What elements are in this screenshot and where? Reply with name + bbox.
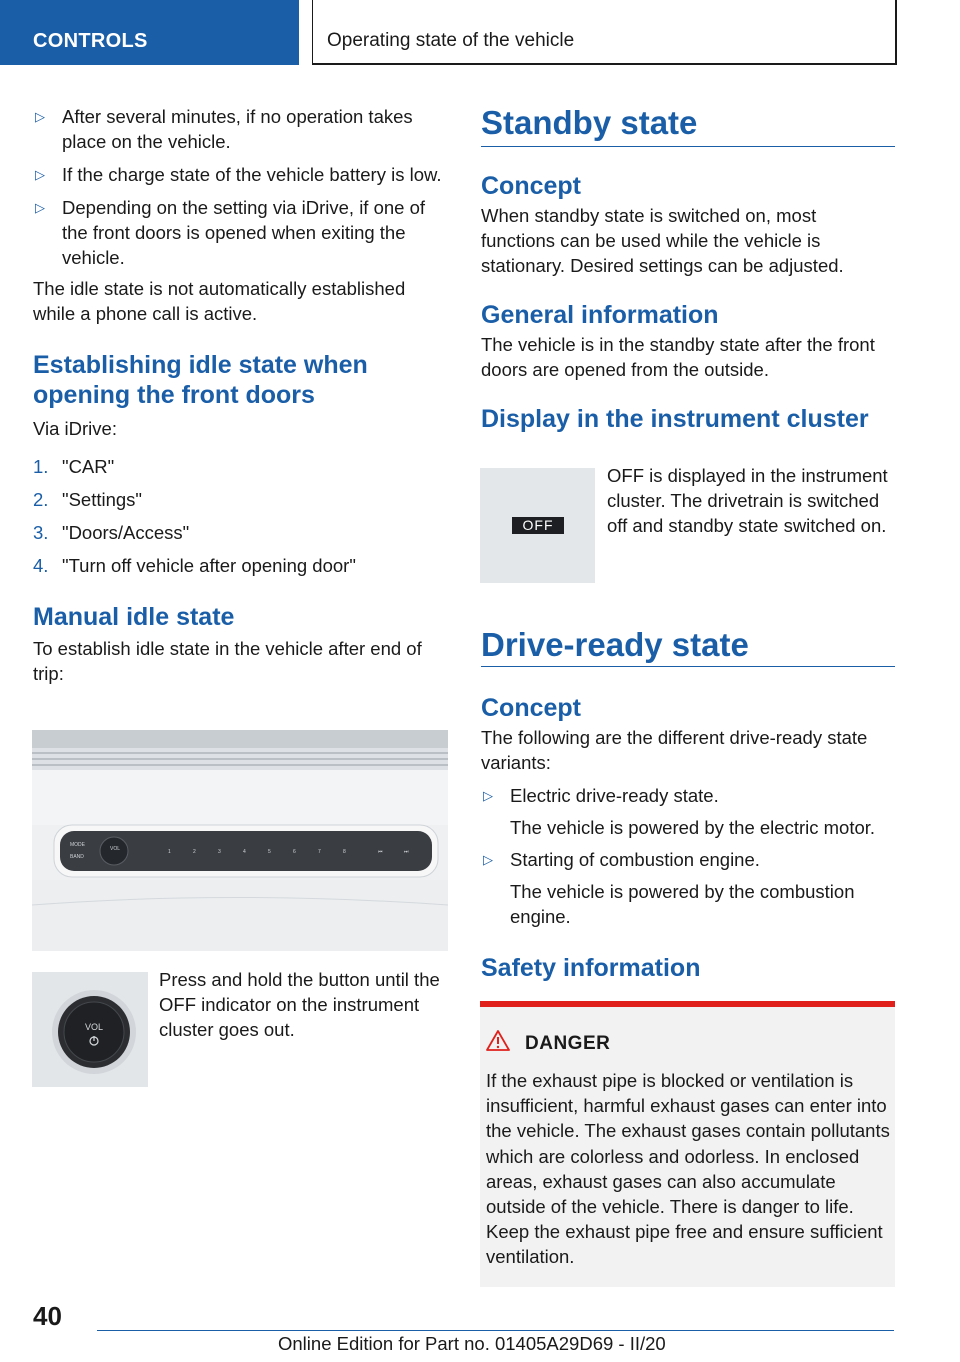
manual-idle-text: To establish idle state in the vehicle after end of trip: [33, 638, 422, 684]
console-illustration [32, 730, 448, 951]
preset-label: 2 [193, 849, 196, 855]
svg-text:⏭: ⏭ [404, 849, 409, 855]
step-item [33, 553, 443, 578]
vol-label: VOL [110, 846, 121, 852]
bullet-item [33, 195, 443, 270]
triangle-bullet-icon: ▷ [35, 109, 45, 124]
step-item [33, 520, 443, 545]
general-info-text: The vehicle is in the standby state after the front doors are opened from the outside. [481, 334, 875, 380]
step-item [33, 487, 443, 512]
variant-title: Starting of combustion engine. [510, 849, 760, 870]
step-text: "Turn off vehicle after opening door" [62, 555, 356, 576]
danger-text-block [486, 1068, 890, 1270]
preset-label: 8 [343, 849, 346, 855]
press-instructions [159, 967, 444, 1042]
heading-rule [481, 666, 895, 667]
mode-label: MODE [70, 842, 85, 848]
standby-heading: Standby state [481, 104, 698, 141]
variant-desc: The vehicle is powered by the combustion engine. [510, 881, 855, 927]
off-description [607, 463, 895, 538]
establish-heading: Establishing idle state when opening the front doors [33, 351, 368, 409]
idle-note: The idle state is not automatically established while a phone call is active. [33, 278, 406, 324]
preset-label: 1 [168, 849, 171, 855]
safety-heading: Safety information [481, 954, 701, 982]
bullet-item [33, 104, 443, 154]
preset-label: 4 [243, 849, 246, 855]
preset-label: 7 [318, 849, 321, 855]
off-indicator-photo [480, 468, 595, 583]
chapter-header [312, 0, 897, 65]
page-number: 40 [33, 1301, 62, 1331]
variant-title: Electric drive-ready state. [510, 785, 719, 806]
step-text: "CAR" [62, 456, 115, 477]
triangle-bullet-icon: ▷ [483, 788, 493, 803]
console-photo [32, 730, 448, 951]
drive-concept-text: The following are the different drive-ready state variants: [481, 727, 868, 773]
volume-knob-illustration [32, 972, 148, 1087]
triangle-bullet-icon: ▷ [483, 852, 493, 867]
volume-knob-photo [32, 972, 148, 1087]
drive-ready-heading: Drive-ready state [481, 626, 749, 663]
variant-item [481, 847, 895, 929]
step-number: 1. [33, 456, 49, 477]
band-label: BAND [70, 854, 84, 860]
section-tab [0, 0, 299, 65]
left-column [33, 104, 443, 686]
danger-box [480, 1001, 895, 1287]
variant-item [481, 783, 895, 840]
preset-label: 3 [218, 849, 221, 855]
triangle-bullet-icon: ▷ [35, 167, 45, 182]
standby-concept-text: When standby state is switched on, most functions can be used while the vehicle is stationary. Desired settings can be adjusted. [481, 205, 844, 276]
via-idrive-text: Via iDrive: [33, 418, 117, 439]
off-badge: OFF [512, 517, 564, 534]
danger-label: DANGER [525, 1033, 611, 1054]
edition-text: Online Edition for Part no. 01405A29D69 - II/20 [278, 1333, 666, 1354]
knob-vol-label: VOL [84, 1022, 104, 1032]
section-label: CONTROLS [33, 30, 148, 52]
variant-desc: The vehicle is powered by the electric motor. [510, 817, 876, 838]
chapter-title: Operating state of the vehicle [327, 30, 575, 51]
triangle-bullet-icon: ▷ [35, 200, 45, 215]
bullet-text: If the charge state of the vehicle battery is low. [62, 164, 442, 185]
step-item [33, 454, 443, 479]
svg-text:⏮: ⏮ [378, 849, 383, 855]
drive-ready-section [481, 625, 895, 983]
display-heading: Display in the instrument cluster [481, 405, 869, 433]
step-number: 4. [33, 555, 49, 576]
step-number: 2. [33, 489, 49, 510]
bullet-text: After several minutes, if no operation takes place on the vehicle. [62, 106, 413, 152]
danger-text: If the exhaust pipe is blocked or ventilation is insufficient, harmful exhaust gases can enter into the vehicle. The exhaust gases contain pollutants which are colorless and odorless. In enclosed areas, exhaust gases can also accumulate outside of the vehicle. There is danger to life. Keep the exhaust pipe free and ensure sufficient ventilation. [486, 1070, 890, 1268]
drive-concept-heading: Concept [481, 694, 581, 722]
heading-rule [481, 146, 895, 147]
warning-icon [486, 1029, 510, 1056]
bullet-text: Depending on the setting via iDrive, if one of the front doors is opened when exiting the vehicle. [62, 197, 426, 268]
manual-idle-heading: Manual idle state [33, 603, 235, 631]
step-text: "Doors/Access" [62, 522, 190, 543]
footer-rule [97, 1330, 894, 1331]
press-text: Press and hold the button until the OFF indicator on the instrument cluster goes out. [159, 969, 440, 1040]
step-number: 3. [33, 522, 49, 543]
off-text: OFF is displayed in the instrument cluster. The drivetrain is switched off and standby state switched on. [607, 465, 888, 536]
standby-concept-heading: Concept [481, 172, 581, 200]
right-column [481, 103, 895, 434]
preset-label: 5 [268, 849, 271, 855]
preset-label: 6 [293, 849, 296, 855]
bullet-item [33, 162, 443, 187]
step-text: "Settings" [62, 489, 142, 510]
general-info-heading: General information [481, 301, 719, 329]
